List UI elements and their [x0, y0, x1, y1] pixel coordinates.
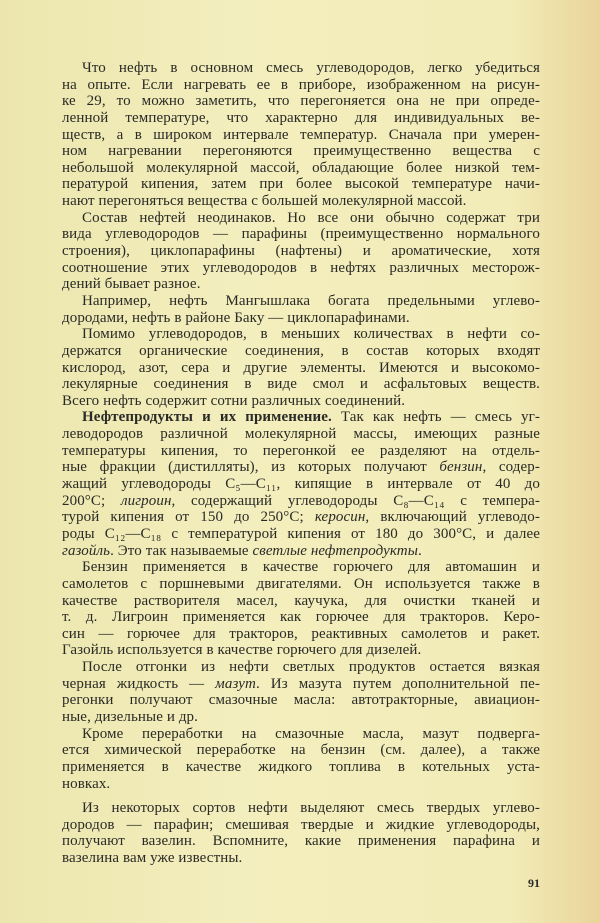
text-segment: ленной температуре, что характерно для индивидуальных ве- — [62, 109, 540, 126]
paragraph — [62, 326, 540, 409]
text-line — [62, 110, 540, 127]
text-segment: , содержащий углеводороды C₈—C₁₄ с темпера- — [171, 492, 540, 509]
text-segment: т. д. Лигроин применяется как горючее для тракторов. Керо- — [62, 609, 540, 626]
text-line — [62, 817, 540, 834]
text-segment: пературой кипения, затем при более высокой температуре начи- — [62, 176, 540, 193]
text-line — [62, 360, 540, 377]
text-segment: вазелина вам уже известны. — [62, 850, 243, 867]
text-segment: Из некоторых сортов нефти выделяют смесь твердых углево- — [82, 800, 540, 817]
text-segment: Бензин применяется в качестве горючего для автомашин и — [82, 559, 540, 576]
text-line — [62, 260, 540, 277]
paragraph — [62, 800, 540, 867]
text-segment: строения), циклопарафины (нафтены) и ароматические, хотя — [62, 243, 540, 260]
text-segment: вида углеводородов — парафины (преимущественно нормального — [62, 226, 540, 243]
text-segment: роды C₁₂—C₁₈ с температурой кипения от 180 до 300°C, и далее — [62, 525, 540, 542]
text-segment: держатся органические соединения, в состав которых входят — [62, 342, 540, 359]
text-segment: получают вазелин. Вспомните, какие применения парафина и — [62, 833, 540, 850]
text-line — [62, 93, 540, 110]
italic-term: мазут — [215, 675, 256, 692]
text-line — [62, 493, 540, 510]
text-line — [62, 409, 540, 426]
text-segment: , включающий углеводо- — [365, 509, 540, 526]
text-segment: на опыте. Если нагревать ее в приборе, изображенном на рисун- — [62, 76, 540, 93]
text-line — [62, 226, 540, 243]
italic-term: газойль — [62, 542, 111, 559]
text-line — [62, 77, 540, 94]
text-line — [62, 543, 540, 560]
text-line — [62, 476, 540, 493]
text-segment: ные, дизельные и др. — [62, 708, 199, 725]
text-segment: соотношение этих углеводородов в нефтях различных месторож- — [62, 259, 540, 276]
text-line — [62, 376, 540, 393]
italic-term: бензин — [439, 459, 483, 476]
text-line — [62, 393, 540, 410]
text-segment: После отгонки из нефти светлых продуктов остается вязкая — [82, 659, 540, 676]
text-line — [62, 293, 540, 310]
text-line — [62, 609, 540, 626]
paragraph — [62, 210, 540, 293]
text-line — [62, 310, 540, 327]
text-segment: самолетов с поршневыми двигателями. Он используется также в — [62, 575, 540, 592]
text-segment: Кроме переработки на смазочные масла, мазут подверга- — [82, 725, 540, 742]
text-segment: ные фракции (дистилляты), из которых получают — [62, 459, 440, 476]
text-line — [62, 642, 540, 659]
text-segment: новках. — [62, 775, 111, 792]
text-line — [62, 576, 540, 593]
text-segment: жащий углеводороды C₅—C₁₁, кипящие в интервале от 40 до — [62, 476, 540, 493]
text-segment: , содер- — [482, 459, 540, 476]
text-line — [62, 60, 540, 77]
text-line — [62, 559, 540, 576]
italic-term: лигроин — [120, 492, 172, 509]
text-segment: . Из мазута путем дополнительной пе- — [255, 675, 540, 692]
page-body — [62, 60, 540, 867]
text-segment: Например, нефть Мангышлака богата предельными углево- — [82, 292, 540, 309]
text-line — [62, 709, 540, 726]
paragraph — [62, 559, 540, 659]
text-segment: 200°C; — [62, 492, 121, 509]
text-line — [62, 626, 540, 643]
paragraph — [62, 409, 540, 559]
text-segment: дородами, нефть в районе Баку — циклопарафинами. — [62, 309, 410, 326]
text-segment: Так как нефть — смесь уг- — [331, 409, 540, 426]
text-line — [62, 509, 540, 526]
text-line — [62, 692, 540, 709]
text-segment: регонки получают смазочные масла: автотракторные, авиацион- — [62, 692, 540, 709]
text-segment: Помимо углеводородов, в меньших количествах в нефти со- — [82, 326, 540, 343]
text-line — [62, 276, 540, 293]
text-segment: кислород, азот, сера и другие элементы. Имеются и высокомо- — [62, 359, 540, 376]
text-segment: ется химической переработке на бензин (см. далее), а также — [62, 742, 540, 759]
text-line — [62, 210, 540, 227]
text-line — [62, 833, 540, 850]
text-line — [62, 776, 540, 793]
text-segment: ществ, а в широком интервале температур. Сначала при умерен- — [62, 126, 540, 143]
text-line — [62, 850, 540, 867]
text-segment: дородов — парафин; смешивая твердые и жидкие углеводороды, — [62, 816, 540, 833]
text-line — [62, 143, 540, 160]
text-line — [62, 443, 540, 460]
text-line — [62, 160, 540, 177]
text-segment: . — [418, 542, 422, 559]
text-line — [62, 726, 540, 743]
text-line — [62, 127, 540, 144]
text-segment: Состав нефтей неодинаков. Но все они обычно содержат три — [82, 209, 540, 226]
text-segment: ке 29, то можно заметить, что перегоняется она не при опреде- — [62, 93, 540, 110]
text-line — [62, 176, 540, 193]
text-line — [62, 659, 540, 676]
text-segment: небольшой молекулярной массой, обладающие более низкой тем- — [62, 159, 540, 176]
text-segment: нают перегоняться вещества с большей молекулярной массой. — [62, 193, 467, 210]
text-segment: температуры кипения, то перегонкой ее разделяют на отдель- — [62, 442, 540, 459]
text-segment: применяется в качестве жидкого топлива в котельных уста- — [62, 758, 540, 775]
text-segment: Газойль используется в качестве горючего для дизелей. — [62, 642, 422, 659]
text-segment: . Это так называемые — [110, 542, 253, 559]
paragraph — [62, 726, 540, 793]
text-segment: черная жидкость — — [62, 675, 216, 692]
text-line — [62, 243, 540, 260]
text-line — [62, 459, 540, 476]
text-line — [62, 343, 540, 360]
text-line — [62, 676, 540, 693]
text-line — [62, 193, 540, 210]
text-segment: дений бывает разное. — [62, 276, 201, 293]
paragraph — [62, 659, 540, 726]
italic-term: керосин — [314, 509, 366, 526]
text-line — [62, 800, 540, 817]
text-line — [62, 526, 540, 543]
text-line — [62, 426, 540, 443]
paragraph — [62, 293, 540, 326]
bold-heading-text: Нефтепродукты и их применение. — [82, 409, 332, 426]
paragraph — [62, 60, 540, 210]
page-number: 91 — [528, 876, 540, 890]
text-line — [62, 326, 540, 343]
italic-term: светлые нефтепродукты — [252, 542, 418, 559]
text-segment: Всего нефть содержит сотни различных соединений. — [62, 392, 406, 409]
text-segment: ном нагревании перегоняются преимущественно вещества с — [62, 143, 540, 160]
text-segment: лекулярные соединения в виде смол и асфальтовых веществ. — [62, 376, 540, 393]
text-line — [62, 759, 540, 776]
text-segment: син — горючее для тракторов, реактивных самолетов и ракет. — [62, 625, 540, 642]
text-segment: леводородов различной молекулярной массы, имеющих разные — [62, 426, 540, 443]
text-line — [62, 742, 540, 759]
text-line — [62, 593, 540, 610]
text-segment: турой кипения от 150 до 250°C; — [62, 509, 315, 526]
text-segment: качестве растворителя масел, каучука, для очистки тканей и — [62, 592, 540, 609]
text-segment: Что нефть в основном смесь углеводородов, легко убедиться — [82, 60, 540, 76]
